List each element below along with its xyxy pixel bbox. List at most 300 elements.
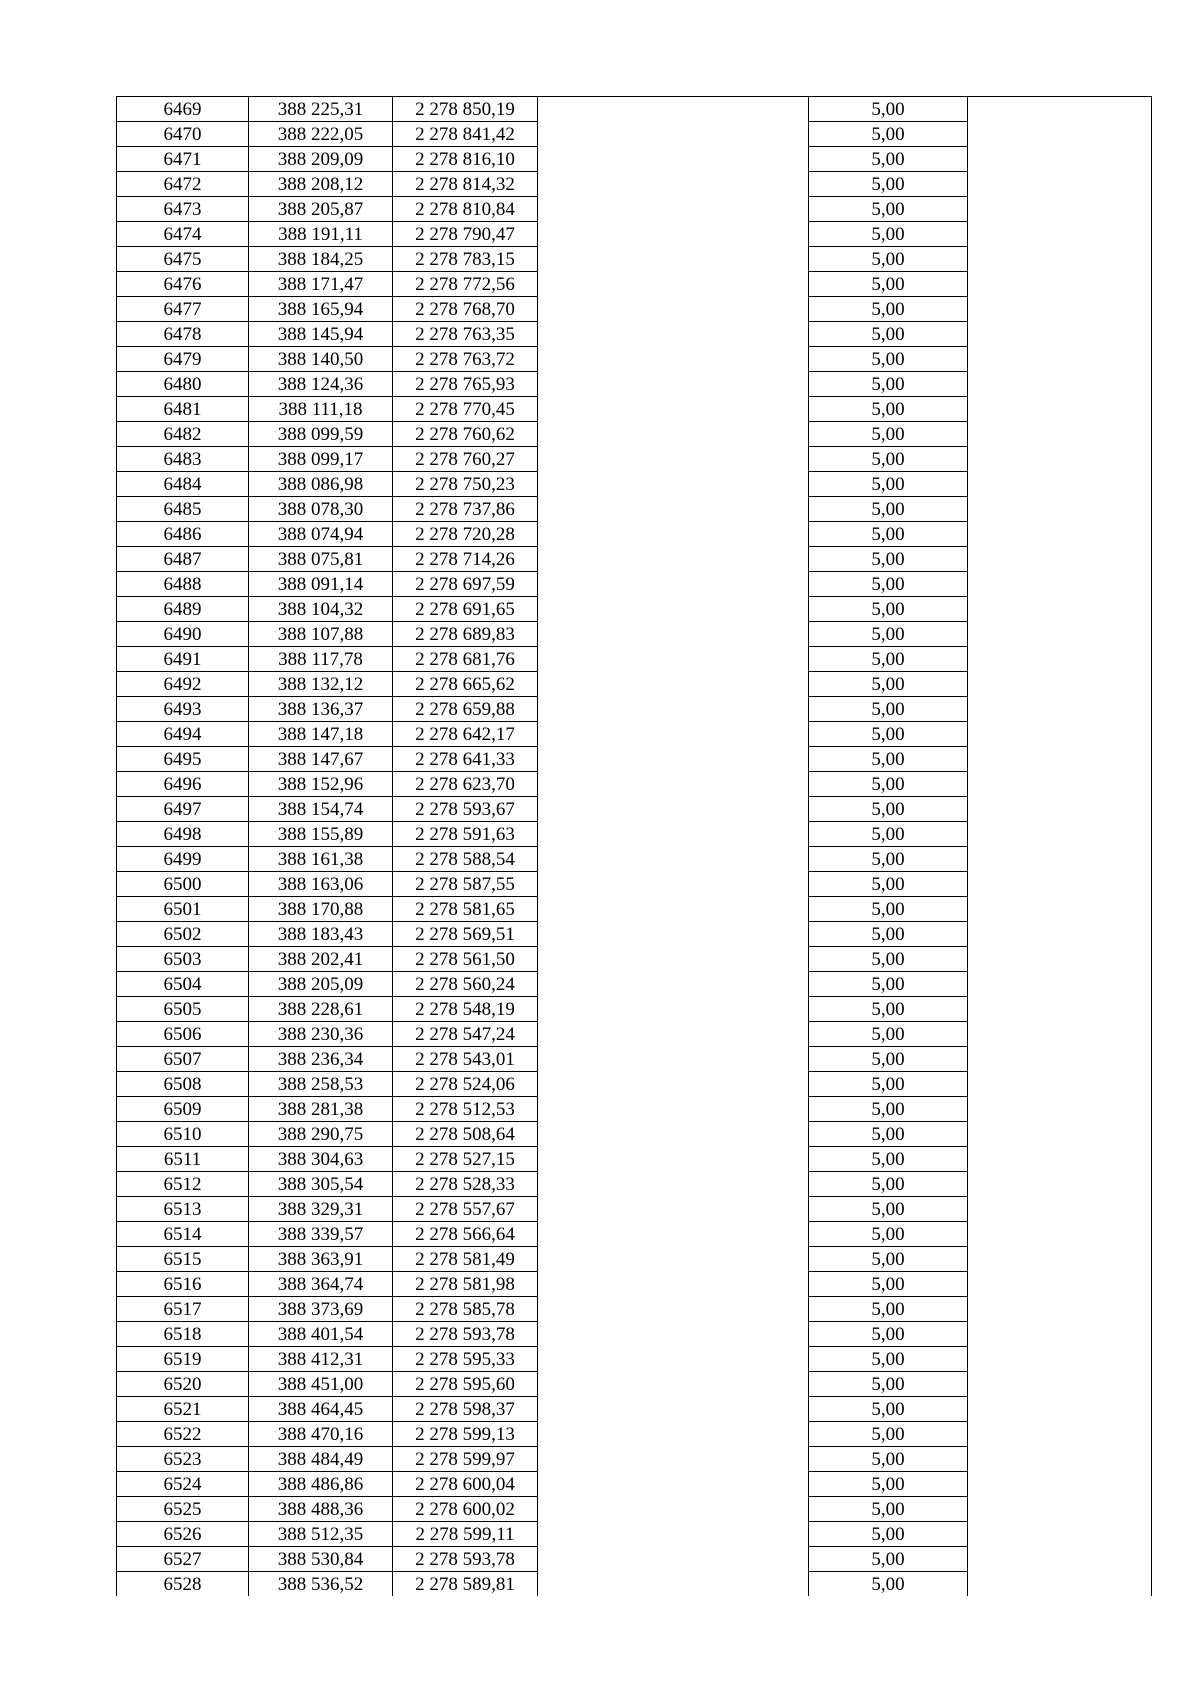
y-coordinate-cell: 2 278 681,76 [393,647,538,672]
point-number-cell: 6499 [117,847,249,872]
value-cell: 5,00 [809,172,968,197]
value-cell: 5,00 [809,222,968,247]
y-coordinate-cell: 2 278 585,78 [393,1297,538,1322]
table-row [117,1297,1152,1322]
empty-cell [538,947,809,972]
value-cell: 5,00 [809,822,968,847]
y-coordinate-cell: 2 278 763,35 [393,322,538,347]
value-cell: 5,00 [809,697,968,722]
empty-cell [538,1172,809,1197]
point-number-cell: 6471 [117,147,249,172]
empty-cell [968,1572,1152,1597]
table-row [117,547,1152,572]
empty-cell [538,1272,809,1297]
x-coordinate-cell: 388 230,36 [249,1022,393,1047]
y-coordinate-cell: 2 278 737,86 [393,497,538,522]
y-coordinate-cell: 2 278 561,50 [393,947,538,972]
empty-cell [968,872,1152,897]
y-coordinate-cell: 2 278 760,62 [393,422,538,447]
x-coordinate-cell: 388 530,84 [249,1547,393,1572]
empty-cell [538,147,809,172]
value-cell: 5,00 [809,772,968,797]
empty-cell [538,1322,809,1347]
empty-cell [968,672,1152,697]
x-coordinate-cell: 388 464,45 [249,1397,393,1422]
empty-cell [968,1147,1152,1172]
empty-cell [968,147,1152,172]
value-cell: 5,00 [809,472,968,497]
x-coordinate-cell: 388 228,61 [249,997,393,1022]
empty-cell [538,297,809,322]
empty-cell [538,397,809,422]
value-cell: 5,00 [809,272,968,297]
point-number-cell: 6512 [117,1172,249,1197]
x-coordinate-cell: 388 225,31 [249,97,393,122]
point-number-cell: 6510 [117,1122,249,1147]
table-row [117,247,1152,272]
point-number-cell: 6501 [117,897,249,922]
empty-cell [968,1222,1152,1247]
empty-cell [538,1072,809,1097]
empty-cell [968,1422,1152,1447]
table-row [117,422,1152,447]
table-row [117,1572,1152,1597]
empty-cell [538,797,809,822]
point-number-cell: 6483 [117,447,249,472]
table-row [117,997,1152,1022]
table-row [117,272,1152,297]
x-coordinate-cell: 388 305,54 [249,1172,393,1197]
empty-cell [538,1522,809,1547]
table-row [117,97,1152,122]
value-cell: 5,00 [809,597,968,622]
y-coordinate-cell: 2 278 714,26 [393,547,538,572]
value-cell: 5,00 [809,1472,968,1497]
table-row [117,222,1152,247]
value-cell: 5,00 [809,347,968,372]
value-cell: 5,00 [809,1147,968,1172]
table-row [117,772,1152,797]
empty-cell [538,997,809,1022]
x-coordinate-cell: 388 205,09 [249,972,393,997]
y-coordinate-cell: 2 278 850,19 [393,97,538,122]
x-coordinate-cell: 388 202,41 [249,947,393,972]
point-number-cell: 6478 [117,322,249,347]
x-coordinate-cell: 388 132,12 [249,672,393,697]
y-coordinate-cell: 2 278 581,98 [393,1272,538,1297]
table-row [117,1147,1152,1172]
value-cell: 5,00 [809,397,968,422]
y-coordinate-cell: 2 278 697,59 [393,572,538,597]
point-number-cell: 6500 [117,872,249,897]
empty-cell [968,1297,1152,1322]
value-cell: 5,00 [809,447,968,472]
x-coordinate-cell: 388 205,87 [249,197,393,222]
empty-cell [538,1247,809,1272]
y-coordinate-cell: 2 278 581,49 [393,1247,538,1272]
empty-cell [538,472,809,497]
y-coordinate-cell: 2 278 768,70 [393,297,538,322]
empty-cell [538,322,809,347]
value-cell: 5,00 [809,997,968,1022]
empty-cell [538,722,809,747]
x-coordinate-cell: 388 074,94 [249,522,393,547]
point-number-cell: 6480 [117,372,249,397]
table-row [117,1397,1152,1422]
empty-cell [538,197,809,222]
point-number-cell: 6470 [117,122,249,147]
empty-cell [968,1447,1152,1472]
table-row [117,747,1152,772]
y-coordinate-cell: 2 278 765,93 [393,372,538,397]
y-coordinate-cell: 2 278 528,33 [393,1172,538,1197]
empty-cell [968,497,1152,522]
empty-cell [968,1047,1152,1072]
value-cell: 5,00 [809,947,968,972]
table-row [117,1097,1152,1122]
table-row [117,147,1152,172]
point-number-cell: 6520 [117,1372,249,1397]
value-cell: 5,00 [809,572,968,597]
value-cell: 5,00 [809,197,968,222]
point-number-cell: 6522 [117,1422,249,1447]
value-cell: 5,00 [809,747,968,772]
x-coordinate-cell: 388 147,67 [249,747,393,772]
table-row [117,522,1152,547]
empty-cell [538,1122,809,1147]
y-coordinate-cell: 2 278 814,32 [393,172,538,197]
y-coordinate-cell: 2 278 595,60 [393,1372,538,1397]
empty-cell [968,447,1152,472]
empty-cell [968,622,1152,647]
empty-cell [538,1347,809,1372]
table-row [117,922,1152,947]
x-coordinate-cell: 388 191,11 [249,222,393,247]
x-coordinate-cell: 388 075,81 [249,547,393,572]
table-row [117,1347,1152,1372]
table-row [117,397,1152,422]
empty-cell [968,297,1152,322]
x-coordinate-cell: 388 184,25 [249,247,393,272]
y-coordinate-cell: 2 278 599,11 [393,1522,538,1547]
empty-cell [968,1022,1152,1047]
x-coordinate-cell: 388 154,74 [249,797,393,822]
value-cell: 5,00 [809,797,968,822]
x-coordinate-cell: 388 152,96 [249,772,393,797]
point-number-cell: 6488 [117,572,249,597]
x-coordinate-cell: 388 222,05 [249,122,393,147]
table-row [117,197,1152,222]
empty-cell [538,272,809,297]
value-cell: 5,00 [809,1047,968,1072]
point-number-cell: 6493 [117,697,249,722]
empty-cell [968,97,1152,122]
table-row [117,1022,1152,1047]
y-coordinate-cell: 2 278 591,63 [393,822,538,847]
value-cell: 5,00 [809,722,968,747]
empty-cell [538,572,809,597]
x-coordinate-cell: 388 363,91 [249,1247,393,1272]
empty-cell [968,972,1152,997]
y-coordinate-cell: 2 278 589,81 [393,1572,538,1597]
y-coordinate-cell: 2 278 659,88 [393,697,538,722]
value-cell: 5,00 [809,847,968,872]
y-coordinate-cell: 2 278 508,64 [393,1122,538,1147]
empty-cell [538,1197,809,1222]
coordinates-table [116,96,1152,1596]
point-number-cell: 6505 [117,997,249,1022]
value-cell: 5,00 [809,1347,968,1372]
empty-cell [538,247,809,272]
value-cell: 5,00 [809,897,968,922]
y-coordinate-cell: 2 278 816,10 [393,147,538,172]
x-coordinate-cell: 388 451,00 [249,1372,393,1397]
x-coordinate-cell: 388 140,50 [249,347,393,372]
y-coordinate-cell: 2 278 691,65 [393,597,538,622]
x-coordinate-cell: 388 373,69 [249,1297,393,1322]
empty-cell [968,572,1152,597]
table-row [117,1322,1152,1347]
point-number-cell: 6491 [117,647,249,672]
table-row [117,497,1152,522]
y-coordinate-cell: 2 278 790,47 [393,222,538,247]
value-cell: 5,00 [809,1397,968,1422]
empty-cell [968,1097,1152,1122]
empty-cell [968,922,1152,947]
x-coordinate-cell: 388 412,31 [249,1347,393,1372]
table-row [117,1247,1152,1272]
empty-cell [538,672,809,697]
point-number-cell: 6497 [117,797,249,822]
empty-cell [538,222,809,247]
table-row [117,372,1152,397]
empty-cell [968,822,1152,847]
y-coordinate-cell: 2 278 543,01 [393,1047,538,1072]
y-coordinate-cell: 2 278 720,28 [393,522,538,547]
value-cell: 5,00 [809,672,968,697]
empty-cell [968,722,1152,747]
value-cell: 5,00 [809,1447,968,1472]
table-row [117,1197,1152,1222]
empty-cell [968,697,1152,722]
value-cell: 5,00 [809,122,968,147]
empty-cell [968,372,1152,397]
value-cell: 5,00 [809,1522,968,1547]
x-coordinate-cell: 388 163,06 [249,872,393,897]
empty-cell [968,1197,1152,1222]
point-number-cell: 6521 [117,1397,249,1422]
empty-cell [968,247,1152,272]
value-cell: 5,00 [809,372,968,397]
value-cell: 5,00 [809,1197,968,1222]
x-coordinate-cell: 388 484,49 [249,1447,393,1472]
x-coordinate-cell: 388 486,86 [249,1472,393,1497]
point-number-cell: 6482 [117,422,249,447]
empty-cell [538,847,809,872]
empty-cell [538,1022,809,1047]
empty-cell [538,547,809,572]
table-row [117,322,1152,347]
table-row [117,1547,1152,1572]
empty-cell [968,847,1152,872]
empty-cell [538,1497,809,1522]
table-row [117,472,1152,497]
table-row [117,697,1152,722]
empty-cell [538,1547,809,1572]
empty-cell [538,747,809,772]
point-number-cell: 6524 [117,1472,249,1497]
value-cell: 5,00 [809,1297,968,1322]
value-cell: 5,00 [809,547,968,572]
value-cell: 5,00 [809,1497,968,1522]
table-row [117,1497,1152,1522]
table-row [117,1047,1152,1072]
table-row [117,847,1152,872]
empty-cell [968,1272,1152,1297]
empty-cell [968,522,1152,547]
value-cell: 5,00 [809,1547,968,1572]
value-cell: 5,00 [809,972,968,997]
point-number-cell: 6475 [117,247,249,272]
empty-cell [968,322,1152,347]
x-coordinate-cell: 388 208,12 [249,172,393,197]
table-row [117,597,1152,622]
table-row [117,672,1152,697]
value-cell: 5,00 [809,1097,968,1122]
value-cell: 5,00 [809,647,968,672]
value-cell: 5,00 [809,872,968,897]
x-coordinate-cell: 388 258,53 [249,1072,393,1097]
empty-cell [538,347,809,372]
table-row [117,622,1152,647]
point-number-cell: 6502 [117,922,249,947]
y-coordinate-cell: 2 278 595,33 [393,1347,538,1372]
value-cell: 5,00 [809,1072,968,1097]
table-row [117,1422,1152,1447]
empty-cell [538,822,809,847]
x-coordinate-cell: 388 165,94 [249,297,393,322]
point-number-cell: 6515 [117,1247,249,1272]
empty-cell [538,922,809,947]
empty-cell [538,122,809,147]
value-cell: 5,00 [809,97,968,122]
empty-cell [538,622,809,647]
value-cell: 5,00 [809,297,968,322]
point-number-cell: 6469 [117,97,249,122]
empty-cell [968,997,1152,1022]
point-number-cell: 6514 [117,1222,249,1247]
point-number-cell: 6498 [117,822,249,847]
point-number-cell: 6507 [117,1047,249,1072]
empty-cell [968,1547,1152,1572]
x-coordinate-cell: 388 281,38 [249,1097,393,1122]
value-cell: 5,00 [809,147,968,172]
x-coordinate-cell: 388 329,31 [249,1197,393,1222]
x-coordinate-cell: 388 236,34 [249,1047,393,1072]
y-coordinate-cell: 2 278 581,65 [393,897,538,922]
point-number-cell: 6511 [117,1147,249,1172]
table-row [117,1172,1152,1197]
empty-cell [968,1472,1152,1497]
point-number-cell: 6489 [117,597,249,622]
y-coordinate-cell: 2 278 560,24 [393,972,538,997]
y-coordinate-cell: 2 278 587,55 [393,872,538,897]
point-number-cell: 6481 [117,397,249,422]
value-cell: 5,00 [809,1222,968,1247]
y-coordinate-cell: 2 278 593,78 [393,1322,538,1347]
empty-cell [538,897,809,922]
y-coordinate-cell: 2 278 557,67 [393,1197,538,1222]
y-coordinate-cell: 2 278 810,84 [393,197,538,222]
table-row [117,347,1152,372]
empty-cell [968,222,1152,247]
empty-cell [968,1397,1152,1422]
x-coordinate-cell: 388 086,98 [249,472,393,497]
value-cell: 5,00 [809,1422,968,1447]
table-row [117,1272,1152,1297]
y-coordinate-cell: 2 278 548,19 [393,997,538,1022]
empty-cell [968,1372,1152,1397]
y-coordinate-cell: 2 278 772,56 [393,272,538,297]
empty-cell [968,797,1152,822]
empty-cell [968,197,1152,222]
x-coordinate-cell: 388 161,38 [249,847,393,872]
y-coordinate-cell: 2 278 598,37 [393,1397,538,1422]
point-number-cell: 6494 [117,722,249,747]
table-row [117,297,1152,322]
point-number-cell: 6486 [117,522,249,547]
empty-cell [538,972,809,997]
point-number-cell: 6523 [117,1447,249,1472]
value-cell: 5,00 [809,522,968,547]
empty-cell [538,1572,809,1597]
empty-cell [538,1222,809,1247]
point-number-cell: 6495 [117,747,249,772]
y-coordinate-cell: 2 278 524,06 [393,1072,538,1097]
y-coordinate-cell: 2 278 588,54 [393,847,538,872]
point-number-cell: 6485 [117,497,249,522]
empty-cell [968,272,1152,297]
point-number-cell: 6503 [117,947,249,972]
empty-cell [968,172,1152,197]
point-number-cell: 6517 [117,1297,249,1322]
point-number-cell: 6528 [117,1572,249,1597]
y-coordinate-cell: 2 278 642,17 [393,722,538,747]
empty-cell [968,897,1152,922]
y-coordinate-cell: 2 278 593,78 [393,1547,538,1572]
value-cell: 5,00 [809,922,968,947]
point-number-cell: 6492 [117,672,249,697]
empty-cell [538,172,809,197]
empty-cell [968,747,1152,772]
table-row [117,572,1152,597]
y-coordinate-cell: 2 278 566,64 [393,1222,538,1247]
empty-cell [538,97,809,122]
point-number-cell: 6509 [117,1097,249,1122]
x-coordinate-cell: 388 104,32 [249,597,393,622]
empty-cell [538,597,809,622]
table-row [117,822,1152,847]
point-number-cell: 6508 [117,1072,249,1097]
empty-cell [538,1422,809,1447]
x-coordinate-cell: 388 512,35 [249,1522,393,1547]
point-number-cell: 6516 [117,1272,249,1297]
table-row [117,1472,1152,1497]
x-coordinate-cell: 388 147,18 [249,722,393,747]
point-number-cell: 6490 [117,622,249,647]
point-number-cell: 6504 [117,972,249,997]
empty-cell [968,1322,1152,1347]
